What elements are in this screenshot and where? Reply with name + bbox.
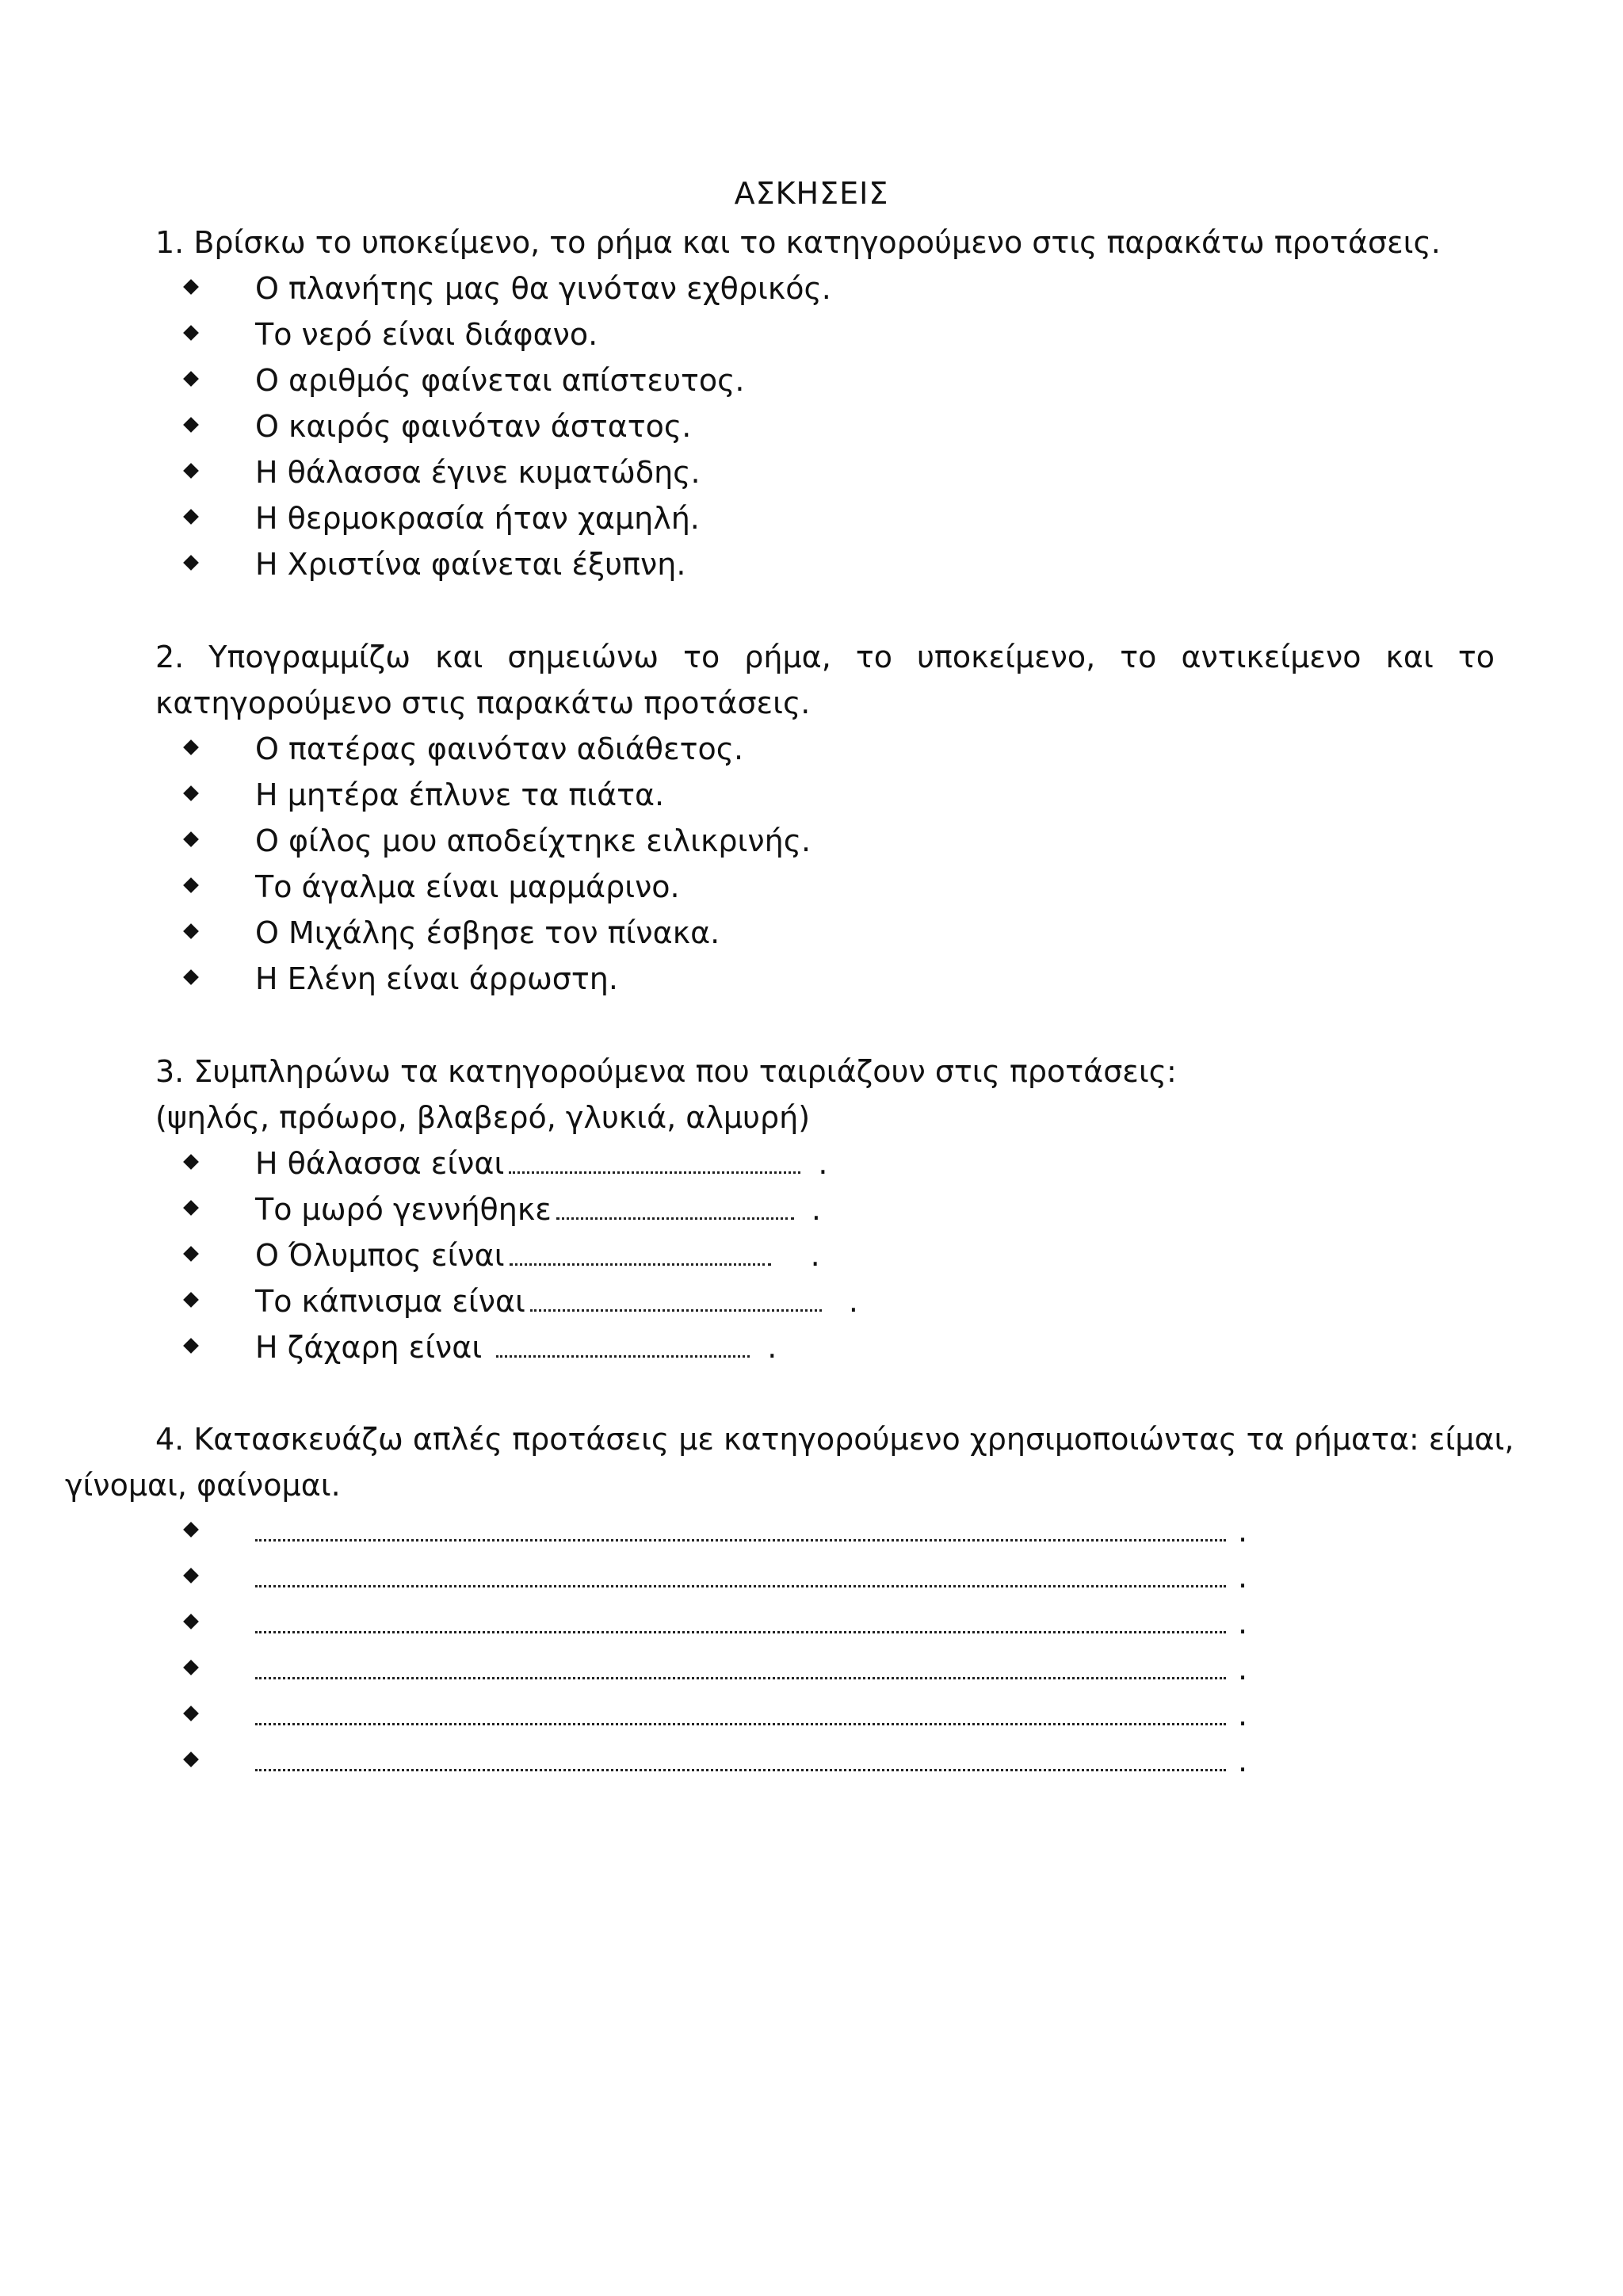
- list-item: Ο φίλος μου αποδείχτηκε ειλικρινής.: [0, 818, 1623, 864]
- list-item: Το νερό είναι διάφανο.: [0, 311, 1623, 357]
- diamond-bullet-icon: [183, 1706, 199, 1721]
- sentence-period: .: [810, 1238, 820, 1273]
- diamond-bullet-icon: [183, 1522, 199, 1538]
- exercise-4-instruction: [155, 1416, 1514, 1462]
- sentence-period: .: [811, 1192, 821, 1227]
- list-item: Ο καιρός φαινόταν άστατος.: [0, 403, 1623, 449]
- list-item: [0, 1692, 1623, 1738]
- exercise-4-list: [0, 1508, 1623, 1784]
- diamond-bullet-icon: [183, 417, 199, 433]
- diamond-bullet-icon: [183, 371, 199, 387]
- list-item: [0, 1186, 1623, 1232]
- diamond-bullet-icon: [183, 1568, 199, 1584]
- sentence-stem: Η ζάχαρη είναι: [255, 1330, 483, 1365]
- exercise-2-instruction-line-2: κατηγορούμενο στις παρακάτω προτάσεις.: [155, 686, 811, 720]
- diamond-bullet-icon: [183, 969, 199, 985]
- sentence-period: .: [767, 1330, 777, 1365]
- list-item: Ο πλανήτης μας θα γινόταν εχθρικός.: [0, 266, 1623, 311]
- list-item: Ο πατέρας φαινόταν αδιάθετος.: [0, 726, 1623, 772]
- diamond-bullet-icon: [183, 785, 199, 801]
- fill-in-blank[interactable]: [496, 1354, 750, 1358]
- diamond-bullet-icon: [183, 1614, 199, 1629]
- diamond-bullet-icon: [183, 1752, 199, 1767]
- answer-line[interactable]: [255, 1646, 1248, 1692]
- list-item: [0, 1232, 1623, 1278]
- list-item: [0, 1140, 1623, 1186]
- fill-in-blank[interactable]: [556, 1216, 794, 1220]
- exercise-4-instruction-line-1: 4. Κατασκευάζω απλές προτάσεις με κατηγορούμενο χρησιμοποιώντας τα ρήματα: είμαι,: [155, 1422, 1514, 1457]
- exercise-3-instruction: 3. Συμπληρώνω τα κατηγορούμενα που ταιριάζουν στις προτάσεις:: [155, 1054, 1177, 1089]
- page-title: ΑΣΚΗΣΕΙΣ: [734, 176, 889, 211]
- exercise-1-list: [0, 266, 1623, 587]
- list-item: [0, 1738, 1623, 1784]
- list-item: Ο αριθμός φαίνεται απίστευτος.: [0, 357, 1623, 403]
- list-item: Ο Μιχάλης έσβησε τον πίνακα.: [0, 910, 1623, 956]
- dotted-line: [255, 1769, 1226, 1771]
- diamond-bullet-icon: [183, 1246, 199, 1262]
- sentence-period: .: [818, 1146, 828, 1181]
- answer-line[interactable]: [255, 1738, 1248, 1784]
- list-item: [0, 1600, 1623, 1646]
- sentence-stem: Η θάλασσα είναι: [255, 1146, 505, 1181]
- exercise-2-instruction: [155, 634, 1495, 680]
- sentence-period: .: [1238, 1606, 1248, 1641]
- list-item: Η θερμοκρασία ήταν χαμηλή.: [0, 495, 1623, 541]
- list-item: Η θάλασσα έγινε κυματώδης.: [0, 449, 1623, 495]
- fill-in-blank[interactable]: [509, 1170, 800, 1174]
- exercise-1-instruction: 1. Βρίσκω το υποκείμενο, το ρήμα και το κατηγορούμενο στις παρακάτω προτάσεις.: [155, 225, 1441, 260]
- dotted-line: [255, 1631, 1226, 1633]
- diamond-bullet-icon: [183, 877, 199, 893]
- diamond-bullet-icon: [183, 555, 199, 571]
- answer-line[interactable]: [255, 1554, 1248, 1600]
- sentence-period: .: [1238, 1652, 1248, 1687]
- answer-line[interactable]: [255, 1692, 1248, 1738]
- diamond-bullet-icon: [183, 1660, 199, 1675]
- diamond-bullet-icon: [183, 1154, 199, 1170]
- list-item: Το άγαλμα είναι μαρμάρινο.: [0, 864, 1623, 910]
- dotted-line: [255, 1677, 1226, 1679]
- sentence-stem: Ο Όλυμπος είναι: [255, 1238, 505, 1273]
- exercise-2-instruction-line-1: 2. Υπογραμμίζω και σημειώνω το ρήμα, το υποκείμενο, το αντικείμενο και το: [155, 640, 1495, 674]
- list-item: Η μητέρα έπλυνε τα πιάτα.: [0, 772, 1623, 818]
- list-item: [0, 1278, 1623, 1324]
- dotted-line: [255, 1539, 1226, 1541]
- list-item: [0, 1646, 1623, 1692]
- dotted-line: [255, 1723, 1226, 1725]
- sentence-stem: Το μωρό γεννήθηκε: [255, 1192, 552, 1227]
- answer-line[interactable]: [255, 1600, 1248, 1646]
- diamond-bullet-icon: [183, 279, 199, 295]
- exercise-2-list: [0, 726, 1623, 1002]
- diamond-bullet-icon: [183, 509, 199, 525]
- list-item: Η Χριστίνα φαίνεται έξυπνη.: [0, 541, 1623, 587]
- list-item: [0, 1324, 1623, 1370]
- exercise-3-list: [0, 1140, 1623, 1370]
- diamond-bullet-icon: [183, 1338, 199, 1354]
- diamond-bullet-icon: [183, 1292, 199, 1308]
- diamond-bullet-icon: [183, 923, 199, 939]
- list-item: [0, 1554, 1623, 1600]
- sentence-stem: Το κάπνισμα είναι: [255, 1284, 525, 1319]
- diamond-bullet-icon: [183, 739, 199, 755]
- fill-in-blank[interactable]: [530, 1308, 822, 1312]
- diamond-bullet-icon: [183, 463, 199, 479]
- answer-line[interactable]: [255, 1508, 1248, 1554]
- diamond-bullet-icon: [183, 1200, 199, 1216]
- sentence-period: .: [1238, 1698, 1248, 1733]
- list-item: Η Ελένη είναι άρρωστη.: [0, 956, 1623, 1002]
- sentence-period: .: [848, 1284, 858, 1319]
- sentence-period: .: [1238, 1514, 1248, 1549]
- diamond-bullet-icon: [183, 831, 199, 847]
- exercise-4-instruction-line-2: γίνομαι, φαίνομαι.: [65, 1468, 341, 1503]
- exercise-3-word-bank: (ψηλός, πρόωρο, βλαβερό, γλυκιά, αλμυρή): [155, 1100, 811, 1135]
- sentence-period: .: [1238, 1744, 1248, 1778]
- diamond-bullet-icon: [183, 325, 199, 341]
- dotted-line: [255, 1585, 1226, 1587]
- sentence-period: .: [1238, 1560, 1248, 1595]
- fill-in-blank[interactable]: [510, 1262, 771, 1266]
- list-item: [0, 1508, 1623, 1554]
